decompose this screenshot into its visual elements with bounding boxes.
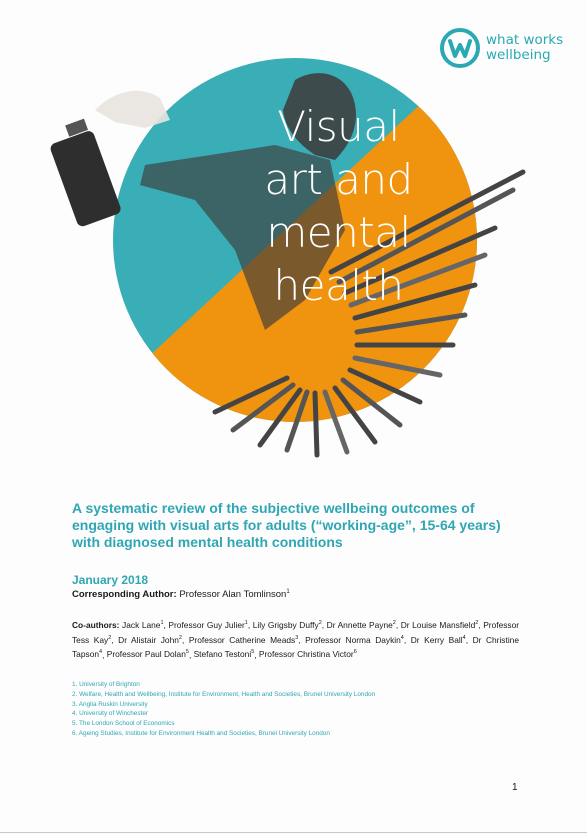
coauthor-affiliation-sup: 1	[160, 620, 164, 626]
corresponding-author	[72, 589, 290, 600]
title-line: health	[273, 261, 404, 310]
coauthor-affiliation-sup: 2	[475, 620, 479, 626]
coauthor	[107, 649, 189, 659]
coauthor-affiliation-sup: 4	[99, 649, 103, 656]
coauthor	[259, 649, 357, 659]
coauthor-name: Stefano Testoni	[193, 649, 252, 660]
coauthor	[327, 620, 396, 630]
affiliation-item: 6. Ageing Studies, Institute for Environment Health and Societies, Brunel University London	[72, 729, 330, 737]
document-title	[246, 100, 431, 312]
coauthor-affiliation-sup: 4	[462, 634, 466, 641]
coauthor-name: Dr Louise Mansfield	[400, 619, 476, 630]
coauthors-list: Co-authors: Jack Lane$^1$, Professor Guy Julier$^1$, Lily Grigsby Duffy$^2$, Dr Annette Payne$^2$, Dr Louise Mansfield$^2$, Professor Tess Kay$^2$, Dr Alistair John$^2$, Professor Catherine Meads$^3$, Professor Norma Daykin$^4$, Dr Kerry Ball$^4$, Dr Christine Tapson$^4$, Professor Paul Dolan$^5$, Stefano Testoni$^5$, Professor Christina Victor$^6$	[72, 619, 520, 660]
coauthor	[305, 635, 404, 645]
affiliations-list	[72, 680, 532, 739]
coauthor-affiliation-sup: 2	[318, 620, 322, 626]
coauthor-name: Lily Grigsby Duffy	[252, 619, 319, 630]
coauthor-name: Dr Alistair John	[118, 634, 179, 645]
title-line: art and	[264, 155, 413, 204]
coauthor-affiliation-sup: 4	[400, 634, 404, 641]
brand-line-1: what works	[486, 32, 564, 48]
brand-line-2: wellbeing	[486, 47, 551, 63]
coauthor-name: Professor Guy Julier	[168, 619, 245, 630]
coauthor-name: Professor Norma Daykin	[305, 634, 401, 645]
coauthor-affiliation-sup: 2	[178, 634, 182, 641]
title-line: Visual	[277, 102, 400, 151]
coauthor	[122, 620, 163, 630]
coauthors-label: Co-authors:	[72, 619, 120, 630]
coauthor-affiliation-sup: 2	[108, 634, 112, 641]
document-subtitle: A systematic review of the subjective wellbeing outcomes of engaging with visual arts for adults (“working-age”, 15-64 years) with diagnosed mental health conditions	[72, 500, 501, 550]
coauthor-name: Dr Annette Payne	[326, 619, 393, 630]
coauthor-affiliation-sup: 6	[353, 649, 357, 656]
corresponding-sup: 1	[286, 589, 290, 595]
coauthor	[401, 620, 479, 630]
coauthor-name: Professor Paul Dolan	[106, 649, 186, 660]
coauthor	[189, 635, 298, 645]
coauthor-affiliation-sup: 5	[185, 649, 189, 656]
corresponding-name: Professor Alan Tomlinson	[179, 589, 287, 601]
affiliation-item: 1. University of Brighton	[72, 681, 140, 688]
coauthor-affiliation-sup: 5	[251, 649, 255, 656]
corresponding-label: Corresponding Author:	[72, 589, 177, 601]
affiliation-item: 3. Anglia Ruskin University	[72, 700, 148, 708]
coauthor-affiliation-sup: 1	[244, 620, 248, 626]
publication-date: January 2018	[72, 573, 149, 587]
coauthor	[411, 635, 466, 645]
coauthor	[194, 649, 255, 659]
title-line: mental	[266, 208, 411, 257]
coauthor-affiliation-sup: 2	[392, 620, 396, 626]
affiliation-item: 4. University of Winchester	[72, 710, 149, 718]
coauthor-name: Professor Tess Kay	[72, 619, 520, 645]
coauthor	[118, 635, 182, 645]
coauthor-affiliation-sup: 3	[295, 634, 299, 641]
coauthor	[253, 620, 322, 630]
coauthor	[168, 620, 247, 630]
coauthor-name: Jack Lane	[122, 619, 161, 630]
affiliation-item: 2. Welfare, Health and Wellbeing, Institute for Environment, Health and Societies, Brunel University London	[72, 690, 376, 698]
page-bottom-divider	[0, 832, 587, 833]
page-number: 1	[512, 782, 518, 793]
coauthor-name: Professor Catherine Meads	[188, 634, 296, 645]
coauthor-name: Dr Christine Tapson	[72, 634, 520, 660]
affiliation-item: 5. The London School of Economics	[72, 720, 175, 728]
coauthor-name: Professor Christina Victor	[258, 649, 354, 660]
coauthor-name: Dr Kerry Ball	[410, 634, 463, 645]
